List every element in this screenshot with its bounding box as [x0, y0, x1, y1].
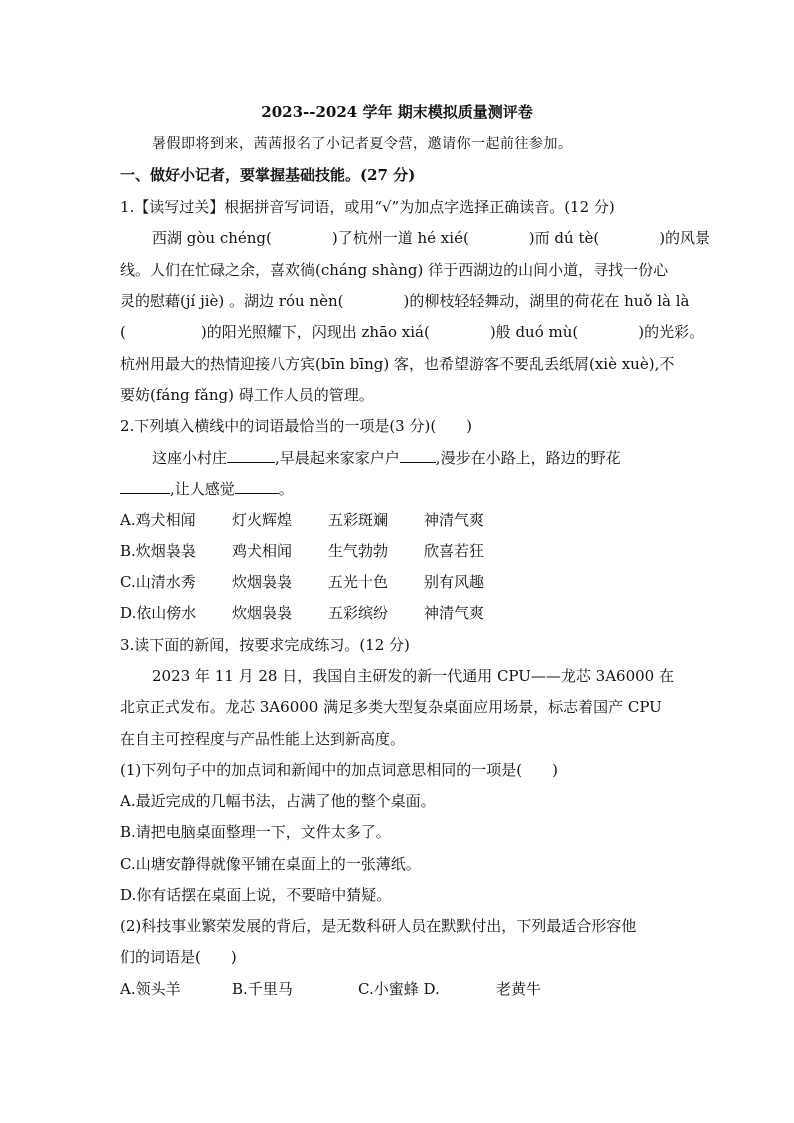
q2-option-c-word: 五光十色	[328, 573, 389, 591]
q1-line: 西湖 gòu chéng( )了杭州一道 hé xié( )而 dú tè( )的风景	[152, 229, 711, 247]
answer-blank[interactable]	[400, 448, 436, 463]
q3-sub1-option-b[interactable]: B.请把电脑桌面整理一下，文件太多了。	[120, 823, 391, 841]
page-title: 2023--2024 学年 期末模拟质量测评卷	[261, 103, 533, 121]
answer-blank[interactable]	[235, 479, 279, 494]
q2-sentence-part: ,让人感觉	[170, 480, 235, 498]
q1-line: 灵的慰藉(jí jiè) 。湖边 róu nèn( )的柳枝轻轻舞动，湖里的荷花在 huǒ là là	[120, 292, 690, 310]
section-1-heading: 一、做好小记者，要掌握基础技能。(27 分)	[120, 166, 416, 184]
q2-option-b[interactable]: B.炊烟袅袅	[120, 542, 196, 560]
q2-option-a-word: 五彩斑斓	[328, 511, 389, 529]
q2-option-c[interactable]: C.山清水秀	[120, 573, 196, 591]
q2-option-a-word: 神清气爽	[424, 511, 485, 529]
q3-stem: 3.读下面的新闻，按要求完成练习。(12 分)	[120, 636, 410, 654]
q2-option-d-word: 五彩缤纷	[328, 604, 389, 622]
q3-sub2-option-d-word[interactable]: 老黄牛	[496, 980, 542, 998]
q2-sentence-part: 这座小村庄	[152, 449, 228, 467]
q1-line: 杭州用最大的热情迎接八方宾(bīn bīng) 客，也希望游客不要乱丢纸屑(xiè xuè),不	[120, 355, 675, 373]
q3-sub1-option-c[interactable]: C.山塘安静得就像平铺在桌面上的一张薄纸。	[120, 855, 421, 873]
answer-blank[interactable]	[227, 448, 275, 463]
q3-sub2-stem: (2)科技事业繁荣发展的背后，是无数科研人员在默默付出，下列最适合形容他	[120, 917, 637, 935]
q2-option-b-word: 生气勃勃	[328, 542, 389, 560]
q2-sentence-cont	[120, 479, 294, 499]
q2-sentence-part: ,漫步在小路上，路边的野花	[435, 449, 621, 467]
q2-option-c-word: 炊烟袅袅	[232, 573, 293, 591]
q3-news-line: 北京正式发布。龙芯 3A6000 满足多类大型复杂桌面应用场景，标志着国产 CPU	[120, 698, 662, 716]
q3-sub2-option-a[interactable]: A.领头羊	[120, 980, 181, 998]
q2-option-d-word: 炊烟袅袅	[232, 604, 293, 622]
q3-news-line: 2023 年 11 月 28 日，我国自主研发的新一代通用 CPU——龙芯 3A6000 在	[152, 667, 674, 685]
q3-sub1-option-d[interactable]: D.你有话摆在桌面上说，不要暗中猜疑。	[120, 886, 392, 904]
q2-option-c-word: 别有风趣	[424, 573, 485, 591]
q3-news-line: 在自主可控程度与产品性能上达到新高度。	[120, 730, 406, 748]
q1-stem: 1.【读写过关】根据拼音写词语，或用“√”为加点字选择正确读音。(12 分)	[120, 198, 615, 216]
q2-option-b-word: 鸡犬相闻	[232, 542, 293, 560]
q2-option-a-word: 灯火辉煌	[232, 511, 293, 529]
q3-sub2-option-b[interactable]: B.千里马	[232, 980, 293, 998]
q2-option-d-word: 神清气爽	[424, 604, 485, 622]
q2-option-a[interactable]: A.鸡犬相闻	[120, 511, 196, 529]
q2-sentence-part: ,早晨起来家家户户	[275, 449, 400, 467]
q2-option-d[interactable]: D.依山傍水	[120, 604, 197, 622]
q3-sub2-stem: 们的词语是( )	[120, 948, 237, 966]
q2-sentence-part: 。	[278, 480, 294, 498]
q1-line: 线。人们在忙碌之余，喜欢徜(cháng shàng) 徉于西湖边的山间小道，寻找一份心	[120, 261, 669, 279]
q2-sentence	[152, 448, 621, 468]
q3-sub1-stem: (1)下列句子中的加点词和新闻中的加点词意思相同的一项是( )	[120, 761, 558, 779]
q3-sub1-option-a[interactable]: A.最近完成的几幅书法，占满了他的整个桌面。	[120, 792, 436, 810]
q3-sub2-option-c[interactable]: C.小蜜蜂 D.	[358, 980, 440, 998]
q2-stem: 2.下列填入横线中的词语最恰当的一项是(3 分)( )	[120, 417, 473, 435]
q2-option-b-word: 欣喜若狂	[424, 542, 485, 560]
q1-line: ( )的阳光照耀下，闪现出 zhāo xiá( )般 duó mù( )的光彩。	[120, 323, 705, 341]
answer-blank[interactable]	[120, 479, 170, 494]
intro-text: 暑假即将到来，茜茜报名了小记者夏令营，邀请你一起前往参加。	[152, 136, 573, 152]
q1-line: 要妨(fáng fǎng) 碍工作人员的管理。	[120, 386, 374, 404]
